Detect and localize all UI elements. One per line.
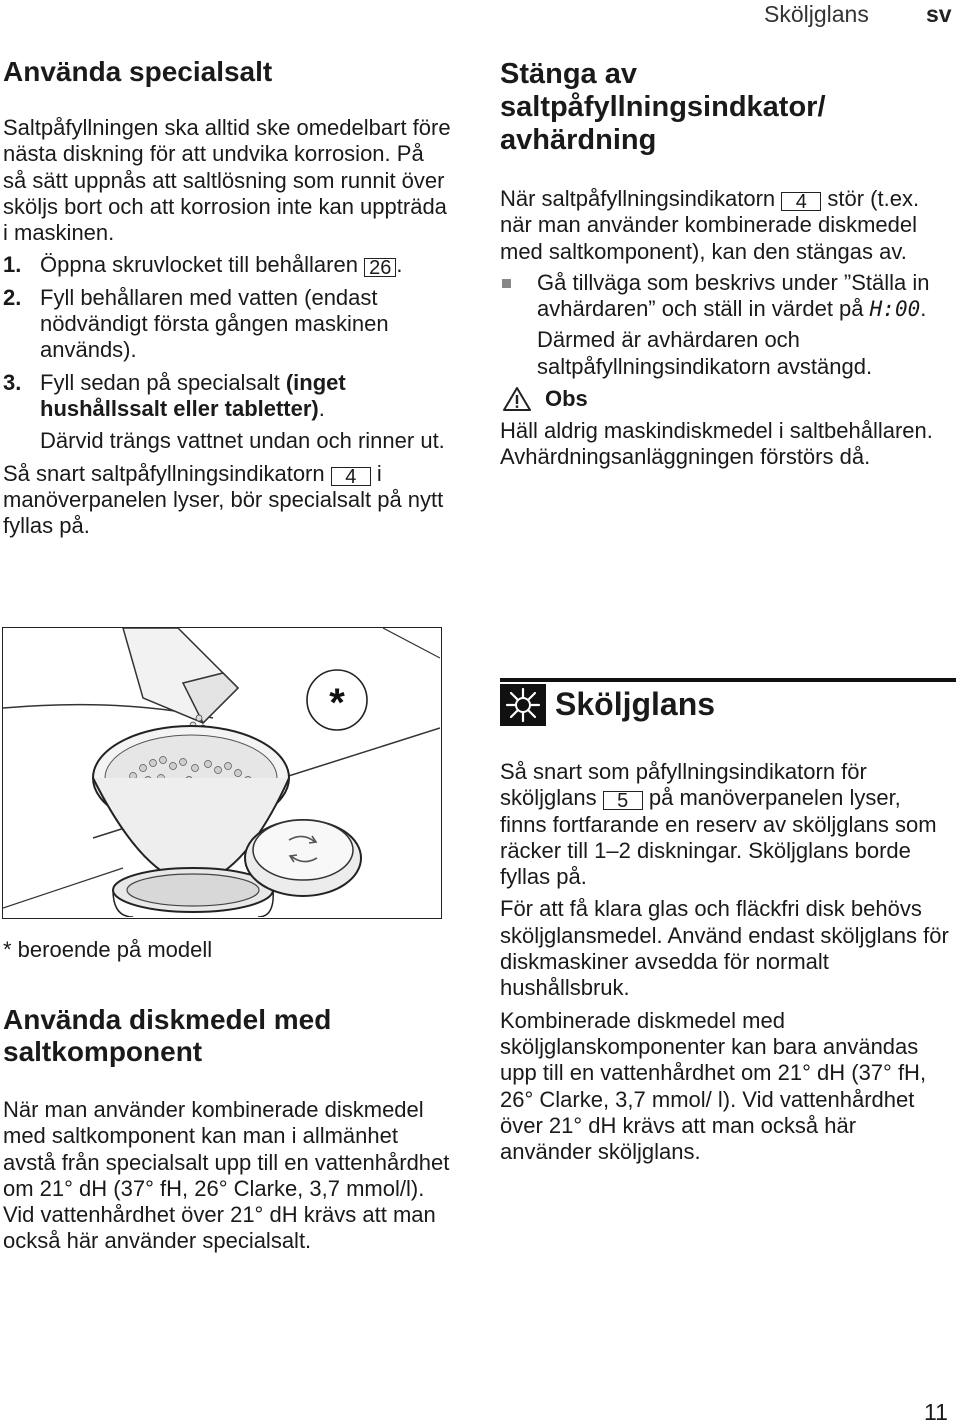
rinse-aid-p2: För att få klara glas och fläckfri disk behövs sköljglansmedel. Använd endast sköljglans för diskmaskiner avsedda för normalt hushållsbruk. — [500, 896, 949, 1001]
salt-filling-figure — [2, 627, 442, 919]
step-3 — [3, 370, 451, 423]
rinse-aid-rule — [500, 678, 956, 682]
step-2-text: Fyll behållaren med vatten (endast nödvändigt första gången maskinen används). — [40, 284, 389, 363]
salt-indicator-ref-badge: 4 — [331, 467, 371, 486]
disable-indicator-section — [500, 58, 952, 471]
salt-indicator-pre: Så snart saltpåfyllningsindikatorn — [3, 460, 325, 486]
combined-detergent-heading: Använda diskmedel med saltkomponent — [3, 1004, 332, 1067]
bullet-text: Gå tillväga som beskrivs under ”Ställa in avhärdaren” och ställ in värdet på — [537, 269, 930, 322]
step-1-text: Öppna skruvlocket till behållaren — [40, 252, 358, 278]
page-number: 11 — [924, 1399, 948, 1425]
bullet-period: . — [920, 296, 927, 322]
step-3-period: . — [318, 395, 325, 421]
bullet-square-icon — [502, 279, 511, 288]
rinse-indicator-ref-badge: 5 — [603, 791, 643, 810]
warning-triangle-icon — [502, 386, 532, 412]
rinse-aid-heading-row — [500, 684, 956, 728]
step-3-note: Därvid trängs vattnet undan och rinner ut. — [40, 428, 445, 454]
warning-title-row — [500, 386, 952, 416]
warning-title: Obs — [545, 386, 588, 412]
combined-detergent-text: När man använder kombinerade diskmedel med saltkomponent kan man i allmänhet avstå från specialsalt upp till en vattenhårdhet om 21° dH (37° fH, 26° Clarke, 3,7 mmol/l). Vid vattenhårdhet över 21° dH krävs att man också här använder specialsalt. — [3, 1097, 450, 1254]
step-2 — [3, 285, 451, 364]
step-1 — [3, 252, 451, 278]
disable-indicator-heading: Stänga av saltpåfyllningsindkator/ avhärdning — [500, 58, 826, 156]
step-1-period: . — [396, 252, 403, 278]
special-salt-section — [3, 56, 451, 539]
disable-indicator-intro — [500, 186, 952, 265]
salt-indicator-text — [3, 461, 451, 540]
figure-caption: * beroende på modell — [3, 937, 213, 962]
rinse-aid-body — [500, 759, 952, 1165]
rinse-aid-heading: Sköljglans — [555, 686, 716, 722]
container-ref-badge: 26 — [364, 258, 396, 277]
step-3-bold: (inget hushållssalt eller tabletter) — [40, 369, 346, 421]
rinse-aid-p1 — [500, 759, 952, 890]
salt-funnel-illustration — [3, 628, 440, 917]
disable-result: Därmed är avhärdaren och saltpåfyllningsindikatorn avstängd. — [537, 327, 873, 379]
step-3-number: 3. — [3, 369, 22, 395]
special-salt-intro: Saltpåfyllningen ska alltid ske omedelbart före nästa diskning för att undvika korrosion. På så sätt uppnås att saltlösning som runnit över sköljs bort och att korrosion inte kan uppträda i maskinen. — [3, 115, 451, 246]
rinse-aid-p3: Kombinerade diskmedel med sköljglanskomponenter kan bara användas upp till en vattenhårdhet om 21° dH (37° fH, 26° Clarke, 3,7 mmol/ l). Vid vattenhårdhet över 21° dH krävs att man också här använder sköljglans. — [500, 1007, 927, 1165]
rinse-aid-icon — [500, 684, 546, 726]
disable-instruction-bullet — [500, 270, 952, 323]
header-language: sv — [926, 1, 952, 27]
rinse-p1-pre: Så snart som påfyllningsindikatorn för sköljglans — [500, 759, 867, 811]
combined-detergent-section — [3, 1004, 455, 1255]
bullet-value: H:00 — [869, 297, 921, 322]
figure-star: * — [329, 681, 345, 725]
step-2-number: 2. — [3, 284, 22, 310]
header-section-title: Sköljglans — [764, 1, 869, 27]
step-3-text: Fyll sedan på specialsalt — [40, 369, 280, 395]
page-header — [0, 0, 960, 30]
disable-intro-pre: När saltpåfyllningsindikatorn — [500, 186, 776, 211]
rinse-p1-post: på manöverpanelen lyser, finns fortfarande en reserv av sköljglans som räcker till 1–2 diskningar. Sköljglans borde fyllas på. — [500, 785, 937, 890]
disable-indicator-ref-badge: 4 — [781, 192, 821, 211]
special-salt-heading: Använda specialsalt — [3, 56, 273, 87]
step-1-number: 1. — [3, 252, 22, 278]
warning-text: Häll aldrig maskindiskmedel i saltbehållaren. Avhärdningsanläggningen förstörs då. — [500, 418, 933, 470]
salt-indicator-post: i manöverpanelen lyser, bör specialsalt på nytt fyllas på. — [3, 460, 444, 539]
disable-intro-post: stör (t.ex. när man använder kombinerade diskmedel med saltkomponent), kan den stängas av. — [500, 186, 920, 264]
